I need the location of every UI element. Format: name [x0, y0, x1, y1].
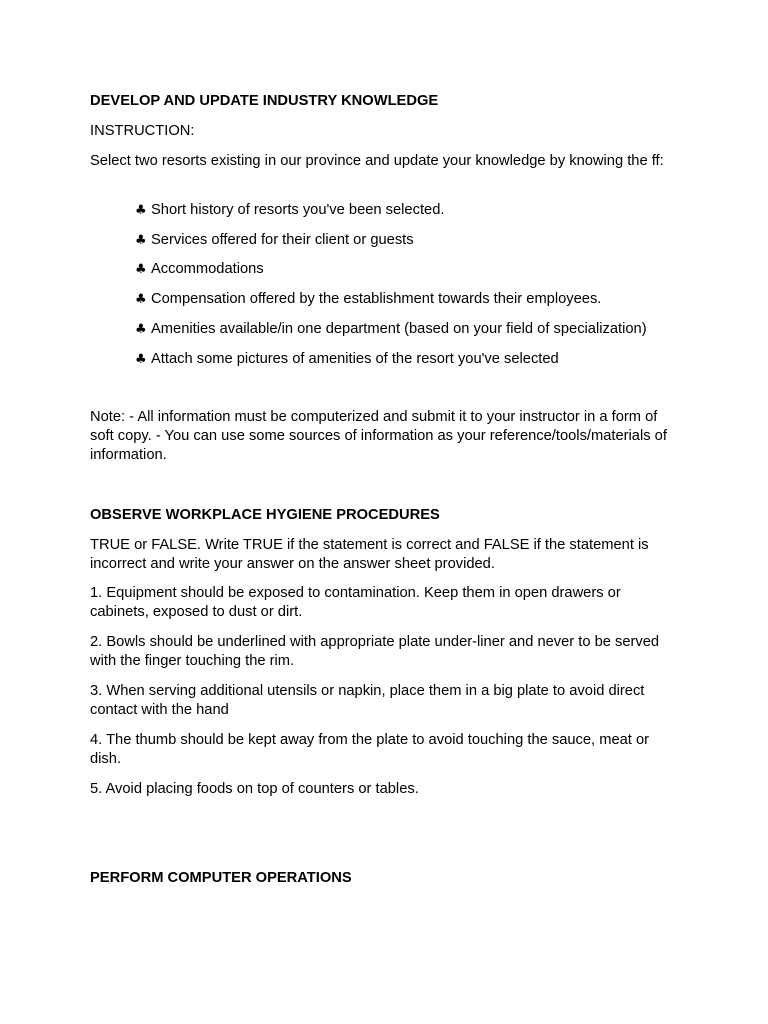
instruction-text: Select two resorts existing in our province and update your knowledge by knowing the ff: — [90, 153, 664, 169]
question-item: 2. Bowls should be underlined with appropriate plate under-liner and never to be served with the finger touching the rim. — [90, 634, 660, 669]
club-bullet-icon: ♣ — [135, 292, 147, 307]
bullet-item — [135, 231, 695, 250]
bullet-text: Attach some pictures of amenities of the resort you've selected — [151, 351, 559, 367]
question-item: 3. When serving additional utensils or napkin, place them in a big plate to avoid direct contact with the hand — [90, 683, 645, 718]
section-heading-hygiene: OBSERVE WORKPLACE HYGIENE PROCEDURES — [90, 507, 440, 523]
question-item: 4. The thumb should be kept away from the plate to avoid touching the sauce, meat or dish. — [90, 732, 650, 767]
bullet-item — [135, 201, 695, 220]
section-heading-industry-knowledge: DEVELOP AND UPDATE INDUSTRY KNOWLEDGE — [90, 93, 439, 109]
club-bullet-icon: ♣ — [135, 352, 147, 367]
club-bullet-icon: ♣ — [135, 233, 147, 248]
bullet-text: Compensation offered by the establishment towards their employees. — [151, 291, 602, 307]
bullet-item — [135, 320, 695, 339]
bullet-text: Accommodations — [151, 261, 264, 277]
club-bullet-icon: ♣ — [135, 322, 147, 337]
club-bullet-icon: ♣ — [135, 262, 147, 277]
bullet-text: Amenities available/in one department (based on your field of specialization) — [151, 321, 647, 337]
club-bullet-icon: ♣ — [135, 203, 147, 218]
bullet-item — [135, 260, 695, 279]
question-item: 1. Equipment should be exposed to contamination. Keep them in open drawers or cabinets, exposed to dust or dirt. — [90, 585, 621, 620]
instruction-label: INSTRUCTION: — [90, 123, 195, 139]
question-item: 5. Avoid placing foods on top of counters or tables. — [90, 781, 419, 797]
bullet-item — [135, 290, 695, 309]
bullet-text: Short history of resorts you've been selected. — [151, 202, 445, 218]
note-paragraph: Note: - All information must be computerized and submit it to your instructor in a form of soft copy. - You can use some sources of information as your reference/tools/materials of information. — [90, 409, 667, 463]
bullet-item — [135, 350, 695, 369]
true-false-instruction: TRUE or FALSE. Write TRUE if the statement is correct and FALSE if the statement is incorrect and write your answer on the answer sheet provided. — [90, 537, 649, 572]
section-heading-computer-operations: PERFORM COMPUTER OPERATIONS — [90, 870, 352, 886]
bullet-text: Services offered for their client or guests — [151, 232, 414, 248]
